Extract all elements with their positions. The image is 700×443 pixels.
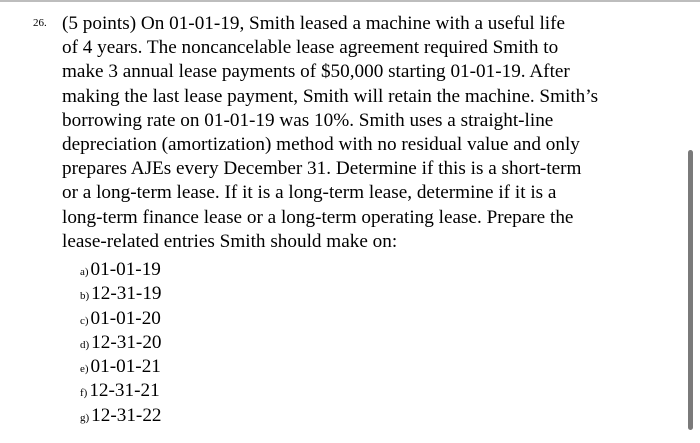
- part-item-b: [80, 282, 162, 306]
- vertical-scrollbar[interactable]: [688, 150, 693, 430]
- part-date: 01-01-21: [90, 356, 161, 378]
- part-date: 12-31-22: [91, 404, 162, 426]
- part-label: c): [80, 314, 89, 327]
- part-date: 12-31-21: [89, 380, 160, 402]
- part-label: e): [80, 363, 89, 376]
- question-line: or a long-term lease. If it is a long-term lease, determine if it is a: [62, 182, 557, 204]
- part-date: 01-01-20: [90, 307, 161, 329]
- question-line: depreciation (amortization) method with no residual value and only: [62, 134, 580, 156]
- part-label: d): [80, 338, 90, 351]
- question-block: [33, 12, 694, 254]
- part-item-a: [80, 258, 162, 282]
- question-line: of 4 years. The noncancelable lease agreement required Smith to: [62, 37, 559, 59]
- part-item-g: [80, 404, 162, 428]
- question-line: make 3 annual lease payments of $50,000 starting 01-01-19. After: [62, 61, 570, 83]
- part-label: a): [80, 266, 89, 278]
- question-line: prepares AJEs every December 31. Determine if this is a short-term: [62, 158, 582, 180]
- question-line: (5 points) On 01-01-19, Smith leased a machine with a useful life: [62, 13, 566, 34]
- part-item-e: [80, 355, 162, 379]
- part-item-f: [80, 379, 162, 403]
- part-date: 12-31-20: [91, 331, 162, 353]
- question-line: long-term finance lease or a long-term operating lease. Prepare the: [62, 206, 574, 228]
- part-item-c: [80, 307, 162, 331]
- question-line: borrowing rate on 01-01-19 was 10%. Smith uses a straight-line: [62, 109, 554, 131]
- part-label: b): [80, 290, 90, 303]
- parts-list: [80, 258, 162, 428]
- part-date: 01-01-19: [90, 259, 161, 280]
- part-item-d: [80, 331, 162, 355]
- question-line: making the last lease payment, Smith will retain the machine. Smith’s: [62, 85, 599, 107]
- part-label: f): [80, 387, 88, 400]
- part-label: g): [80, 411, 90, 424]
- top-divider: [0, 0, 700, 2]
- question-line: lease-related entries Smith should make on:: [62, 230, 398, 252]
- part-date: 12-31-19: [91, 283, 162, 305]
- question-number: 26.: [33, 17, 47, 29]
